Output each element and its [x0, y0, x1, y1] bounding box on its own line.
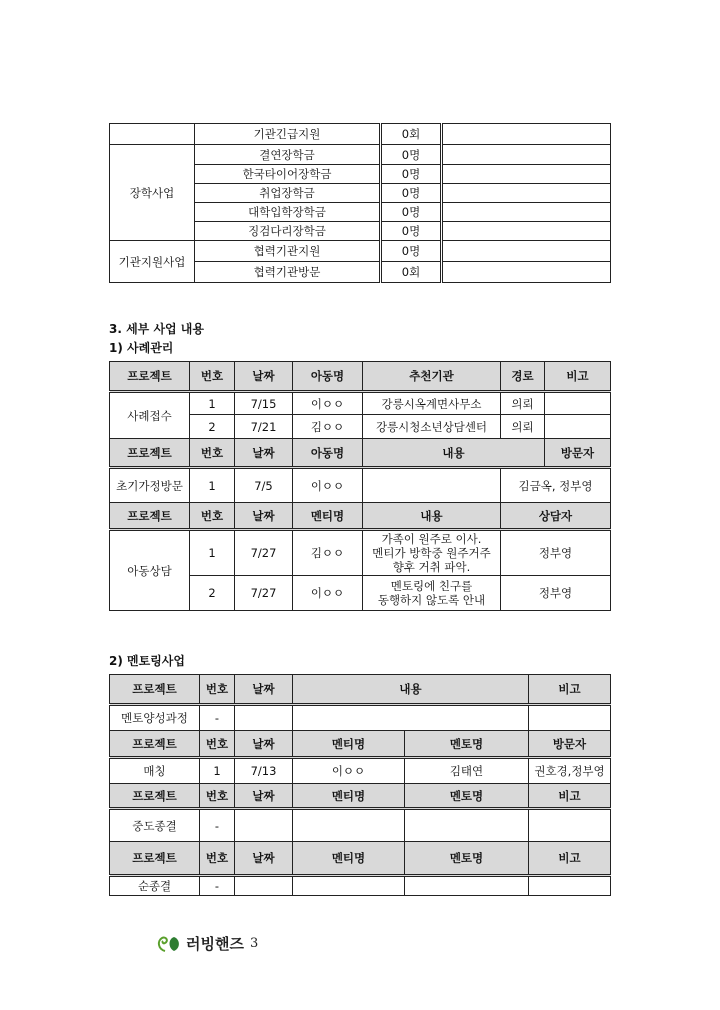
section-title: 3. 세부 사업 내용 — [109, 322, 204, 336]
table-header: 프로젝트 번호 날짜 멘티명 멘토명 비고 — [110, 842, 611, 876]
table-row: 취업장학금 0명 — [110, 184, 611, 203]
table-header: 프로젝트 번호 날짜 멘티명 멘토명 방문자 — [110, 731, 611, 758]
mentoring-table — [109, 674, 611, 896]
table-header: 프로젝트 번호 날짜 아동명 내용 방문자 — [110, 439, 611, 468]
table-row: 한국타이어장학금 0명 — [110, 165, 611, 184]
table-row: 매칭 1 7/13 이ㅇㅇ 김태연 권호경,정부영 — [110, 758, 611, 784]
table-row: 2 7/21 김ㅇㅇ 강릉시청소년상담센터 의뢰 — [110, 415, 611, 439]
table-row: 기관긴급지원 0회 — [110, 124, 611, 145]
table-row: 사례접수 1 7/15 이ㅇㅇ 강릉시옥계면사무소 의뢰 — [110, 392, 611, 415]
table-row: 중도종결 - — [110, 809, 611, 842]
table-header: 프로젝트 번호 날짜 내용 비고 — [110, 675, 611, 705]
table-header: 프로젝트 번호 날짜 멘티명 멘토명 비고 — [110, 784, 611, 809]
loving-hands-logo-icon — [156, 933, 184, 953]
table-row: 순종결 - — [110, 876, 611, 896]
case-management-table — [109, 361, 611, 611]
table-row: 협력기관방문 0회 — [110, 262, 611, 283]
table-row: 기관지원사업 협력기관지원 0명 — [110, 241, 611, 262]
table-row: 멘토양성과정 - — [110, 705, 611, 731]
brand-name: 러빙핸즈 — [186, 934, 244, 953]
page-number: 3 — [249, 935, 259, 951]
footer — [156, 932, 258, 954]
table-row: 2 7/27 이ㅇㅇ 멘토링에 친구를 동행하지 않도록 안내 정부영 — [110, 576, 611, 611]
table-row: 대학입학장학금 0명 — [110, 203, 611, 222]
summary-table — [109, 123, 611, 283]
subsection-title: 1) 사례관리 — [109, 341, 174, 355]
table-row: 초기가정방문 1 7/5 이ㅇㅇ 김금옥, 정부영 — [110, 468, 611, 503]
subsection-title: 2) 멘토링사업 — [109, 654, 185, 668]
table-row: 징검다리장학금 0명 — [110, 222, 611, 241]
table-header: 프로젝트 번호 날짜 멘티명 내용 상담자 — [110, 503, 611, 530]
table-row: 아동상담 1 7/27 김ㅇㅇ 가족이 원주로 이사. 멘티가 방학중 원주거주 향후 거취 파악. 정부영 — [110, 530, 611, 576]
table-row: 장학사업 결연장학금 0명 — [110, 145, 611, 165]
table-header: 프로젝트 번호 날짜 아동명 추천기관 경로 비고 — [110, 362, 611, 392]
